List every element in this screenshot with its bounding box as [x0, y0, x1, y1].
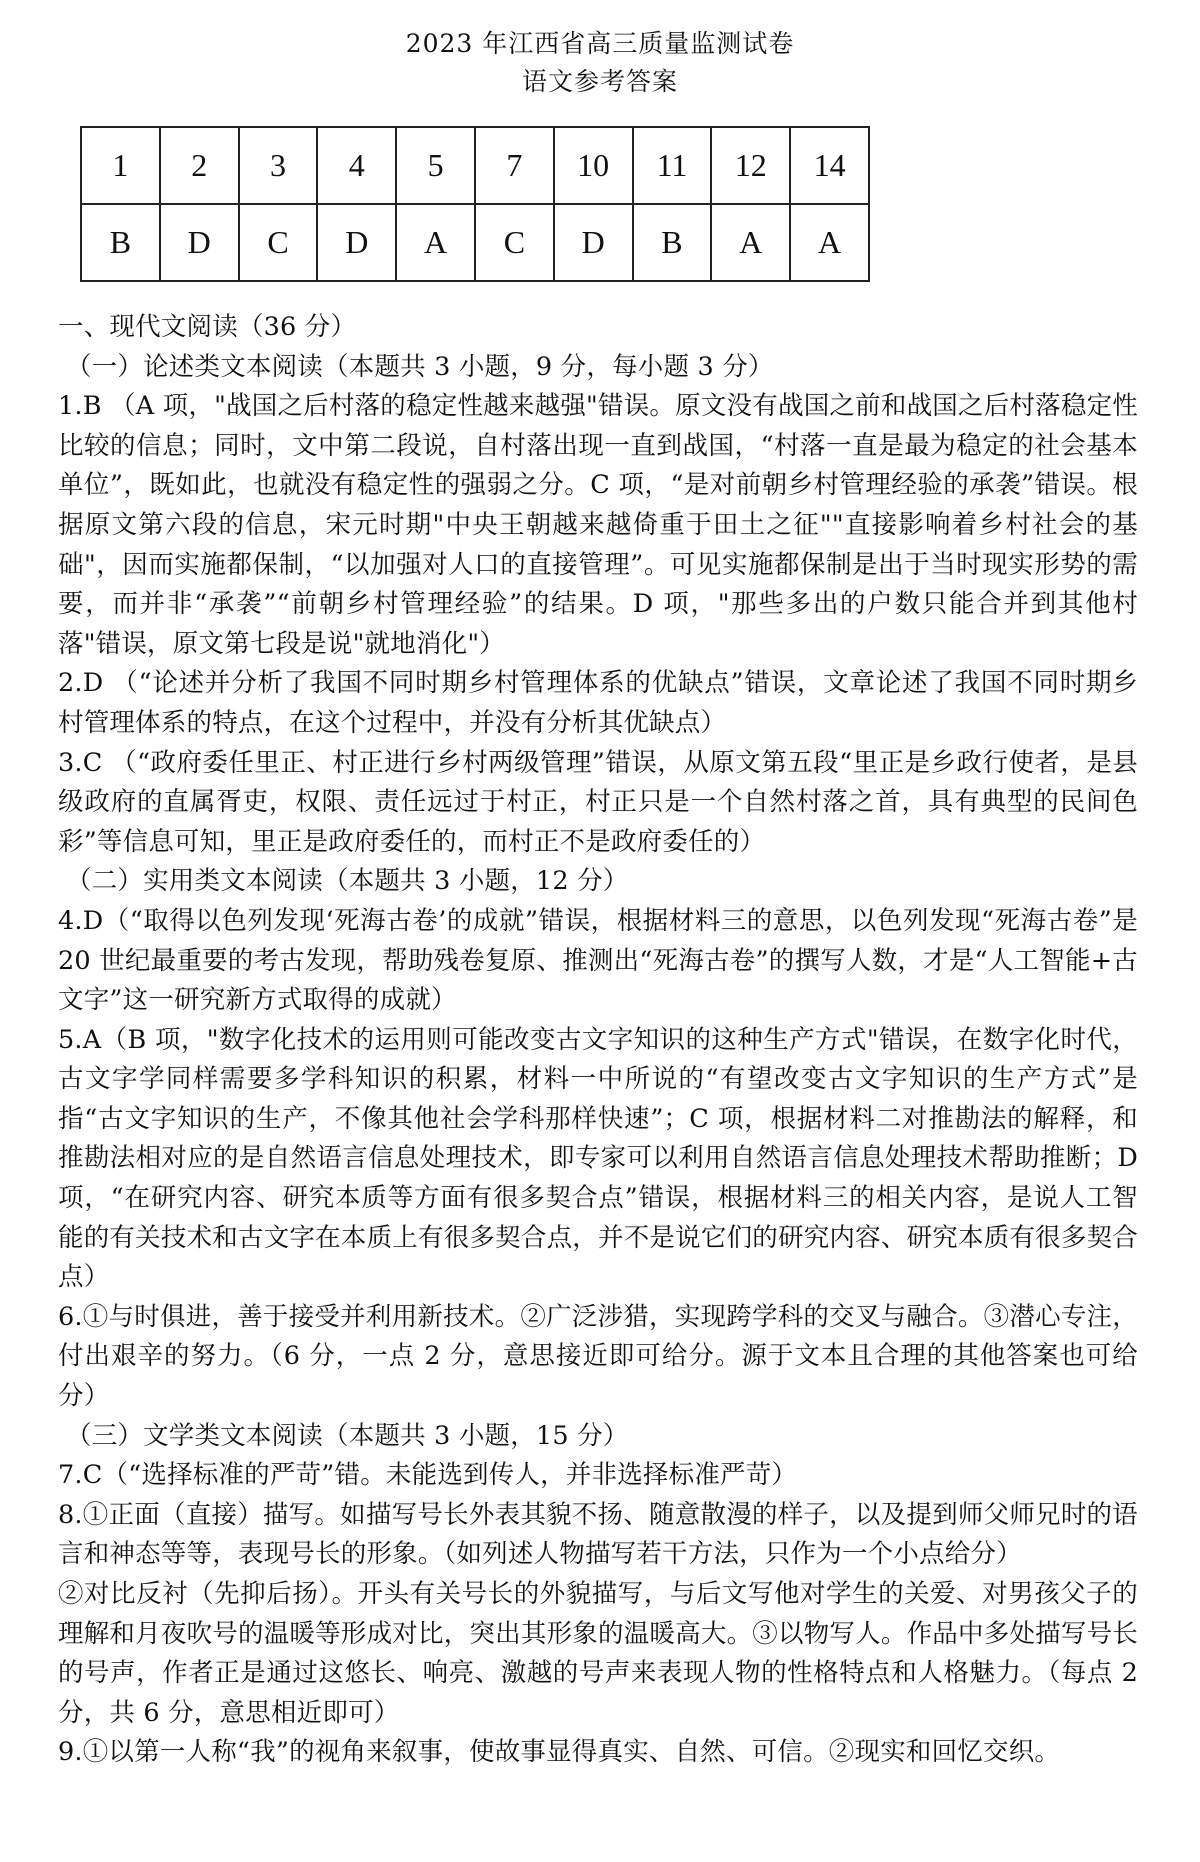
- answer-explanation: 4.D（“取得以色列发现‘死海古卷’的成就”错误，根据材料三的意思，以色列发现“死海古卷”是 20 世纪最重要的考古发现，帮助残卷复原、推测出“死海古卷”的撰写人数，才是“人工智能+古文字”这一研究新方式取得的成就）: [58, 905, 1138, 1016]
- answer-cell: A: [711, 204, 790, 281]
- question-number-cell: 10: [554, 127, 633, 204]
- answer-table: [80, 126, 870, 282]
- answer-explanation: 8.①正面（直接）描写。如描写号长外表其貌不扬、随意散漫的样子，以及提到师父师兄时的语言和神态等等，表现号长的形象。（如列述人物描写若干方法，只作为一个小点给分）: [58, 1499, 1138, 1570]
- answer-explanations: [58, 308, 1138, 1773]
- answer-explanation: 1.B （A 项，"战国之后村落的稳定性越来越强"错误。原文没有战国之前和战国之后村落稳定性比较的信息；同时，文中第二段说，自村落出现一直到战国，“村落一直是最为稳定的社会基本单位”，既如此，也就没有稳定性的强弱之分。C 项，“是对前朝乡村管理经验的承袭”错误。根据原文第六段的信息，宋元时期"中央王朝越来越倚重于田土之征""直接影响着乡村社会的基础"，因而实施都保制，“以加强对人口的直接管理”。可见实施都保制是出于当时现实形势的需要，而并非“承袭”“前朝乡村管理经验”的结果。D 项，"那些多出的户数只能合并到其他村落"错误，原文第七段是说"就地消化"）: [58, 391, 1138, 659]
- answer-explanation: 2.D （“论述并分析了我国不同时期乡村管理体系的优缺点”错误，文章论述了我国不同时期乡村管理体系的特点，在这个过程中，并没有分析其优缺点）: [58, 668, 1138, 738]
- answer-cell: D: [554, 204, 633, 281]
- section-heading: 一、现代文阅读（36 分）: [58, 312, 357, 342]
- question-number-cell: 1: [81, 127, 160, 204]
- answer-explanation: ②对比反衬（先抑后扬）。开头有关号长的外貌描写，与后文写他对学生的关爱、对男孩父子的理解和月夜吹号的温暖等形成对比，突出其形象的温暖高大。③以物写人。作品中多处描写号长的号声，作者正是通过这悠长、响亮、激越的号声来表现人物的性格特点和人格魅力。（每点 2 分，共 6 分，意思相近即可）: [58, 1579, 1138, 1728]
- answer-row: [81, 204, 869, 281]
- question-number-cell: 2: [160, 127, 239, 204]
- answer-explanation: 9.①以第一人称“我”的视角来叙事，使故事显得真实、自然、可信。②现实和回忆交织。: [58, 1737, 1061, 1768]
- question-number-cell: 12: [711, 127, 790, 204]
- answer-cell: C: [239, 204, 318, 281]
- answer-cell: B: [81, 204, 160, 281]
- question-number-cell: 3: [239, 127, 318, 204]
- question-number-cell: 14: [790, 127, 869, 204]
- answer-explanation: 7.C（“选择标准的严苛”错。未能选到传人，并非选择标准严苛）: [58, 1460, 798, 1491]
- answer-explanation: 5.A（B 项，"数字化技术的运用则可能改变古文字知识的这种生产方式"错误，在数字化时代，古文字学同样需要多学科知识的积累，材料一中所说的“有望改变古文字知识的生产方式”是指“古文字知识的生产，不像其他社会学科那样快速”；C 项，根据材料二对推勘法的解释，和推勘法相对应的是自然语言信息处理技术，即专家可以利用自然语言信息处理技术帮助推断；D 项，“在研究内容、研究本质等方面有很多契合点”错误，根据材料三的相关内容，是说人工智能的有关技术和古文字在本质上有很多契合点，并不是说它们的研究内容、研究本质有很多契合点）: [58, 1024, 1138, 1293]
- exam-subtitle: 语文参考答案: [521, 67, 678, 96]
- part-heading: （三）文学类文本阅读（本题共 3 小题，15 分）: [66, 1420, 629, 1451]
- answer-cell: B: [633, 204, 712, 281]
- answer-explanation: 3.C （“政府委任里正、村正进行乡村两级管理”错误，从原文第五段“里正是乡政行使者，是县级政府的直属胥吏，权限、责任远过于村正，村正只是一个自然村落之首，具有典型的民间色彩”等信息可知，里正是政府委任的，而村正不是政府委任的）: [58, 747, 1138, 857]
- answer-cell: A: [790, 204, 869, 281]
- question-number-cell: 11: [633, 127, 712, 204]
- answer-cell: C: [475, 204, 554, 281]
- answer-cell: D: [317, 204, 396, 281]
- answer-explanation: 6.①与时俱进，善于接受并利用新技术。②广泛涉猎，实现跨学科的交叉与融合。③潜心专注，付出艰辛的努力。（6 分，一点 2 分，意思接近即可给分。源于文本且合理的其他答案也可给分）: [58, 1301, 1138, 1412]
- question-number-cell: 4: [317, 127, 396, 204]
- part-heading: （二）实用类文本阅读（本题共 3 小题，12 分）: [66, 866, 629, 897]
- exam-title: 2023 年江西省高三质量监测试卷: [405, 29, 795, 58]
- answer-cell: D: [160, 204, 239, 281]
- question-number-cell: 5: [396, 127, 475, 204]
- question-number-row: [81, 127, 869, 204]
- question-number-cell: 7: [475, 127, 554, 204]
- answer-cell: A: [396, 204, 475, 281]
- part-heading: （一）论述类文本阅读（本题共 3 小题，9 分，每小题 3 分）: [66, 351, 774, 382]
